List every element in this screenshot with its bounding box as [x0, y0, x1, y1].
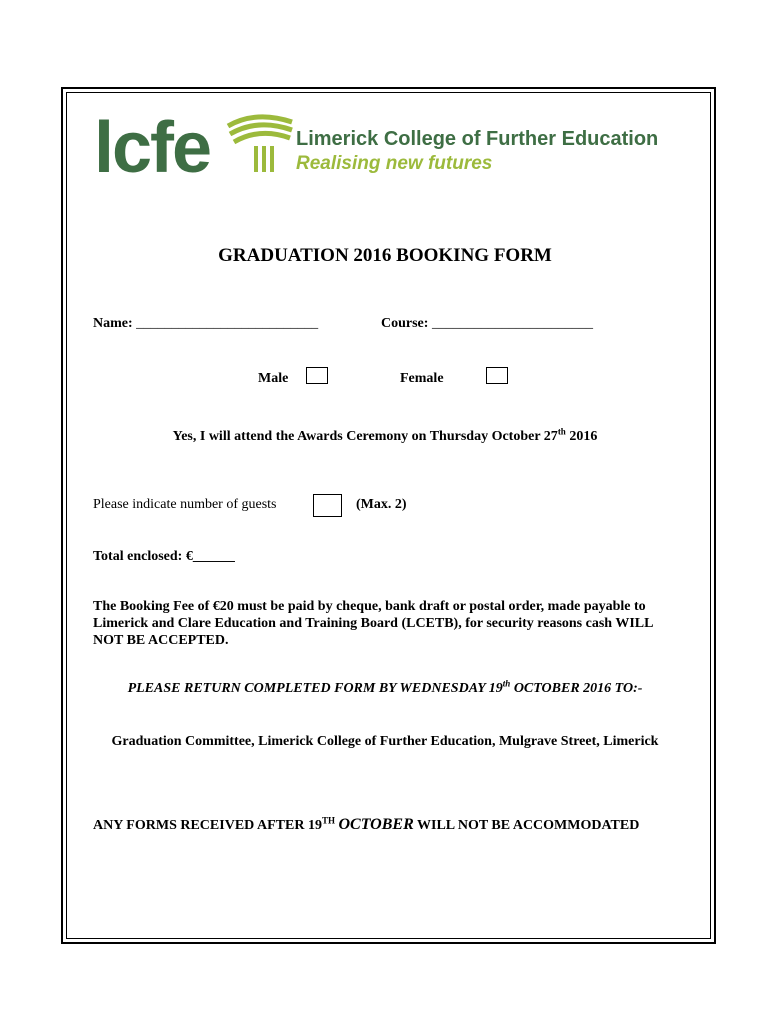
logo-swoosh-icon	[226, 112, 296, 176]
booking-fee-paragraph: The Booking Fee of €20 must be paid by cheque, bank draft or postal order, made payable to Limerick and Clare Education and Training Board (LCETB), for security reasons cash WILL NOT BE ACCEPTED.	[93, 599, 653, 648]
guests-label: Please indicate number of guests	[93, 497, 277, 512]
course-blank[interactable]: _______________________	[431, 316, 593, 331]
logo-wordmark: lcfe	[94, 108, 211, 188]
deadline-text-2: WILL NOT BE ACCOMMODATED	[413, 818, 640, 833]
return-sup: th	[502, 678, 511, 689]
attend-sup: th	[557, 426, 566, 437]
form-border-inner	[66, 92, 711, 939]
deadline-month: OCTOBER	[338, 816, 414, 833]
female-label: Female	[400, 371, 444, 386]
return-text-2: OCTOBER 2016 TO:-	[510, 681, 643, 696]
female-checkbox[interactable]	[486, 367, 508, 384]
name-label: Name:	[93, 316, 133, 331]
return-text-1: PLEASE RETURN COMPLETED FORM BY WEDNESDAY 19	[127, 681, 503, 696]
college-logo	[94, 108, 674, 188]
attend-statement	[0, 426, 770, 445]
name-blank[interactable]: __________________________	[136, 316, 319, 331]
male-checkbox[interactable]	[306, 367, 328, 384]
course-label: Course:	[381, 316, 429, 331]
male-label: Male	[258, 371, 289, 386]
logo-college-name: Limerick College of Further Education	[296, 128, 659, 150]
return-address: Graduation Committee, Limerick College of Further Education, Mulgrave Street, Limerick	[111, 734, 659, 749]
attend-year: 2016	[565, 429, 598, 444]
deadline-sup: TH	[321, 815, 335, 826]
deadline-notice	[93, 816, 639, 834]
name-field[interactable]	[93, 316, 318, 332]
attend-text: Yes, I will attend the Awards Ceremony on Thursday October 27	[172, 429, 558, 444]
form-title: GRADUATION 2016 BOOKING FORM	[218, 245, 552, 266]
guests-max: (Max. 2)	[356, 497, 407, 512]
return-instruction	[0, 678, 770, 697]
total-enclosed[interactable]: Total enclosed: €______	[93, 549, 235, 564]
guests-input-box[interactable]	[313, 494, 342, 517]
course-field[interactable]	[381, 316, 593, 332]
deadline-text-1: ANY FORMS RECEIVED AFTER 19	[93, 818, 322, 833]
logo-tagline: Realising new futures	[296, 153, 493, 174]
